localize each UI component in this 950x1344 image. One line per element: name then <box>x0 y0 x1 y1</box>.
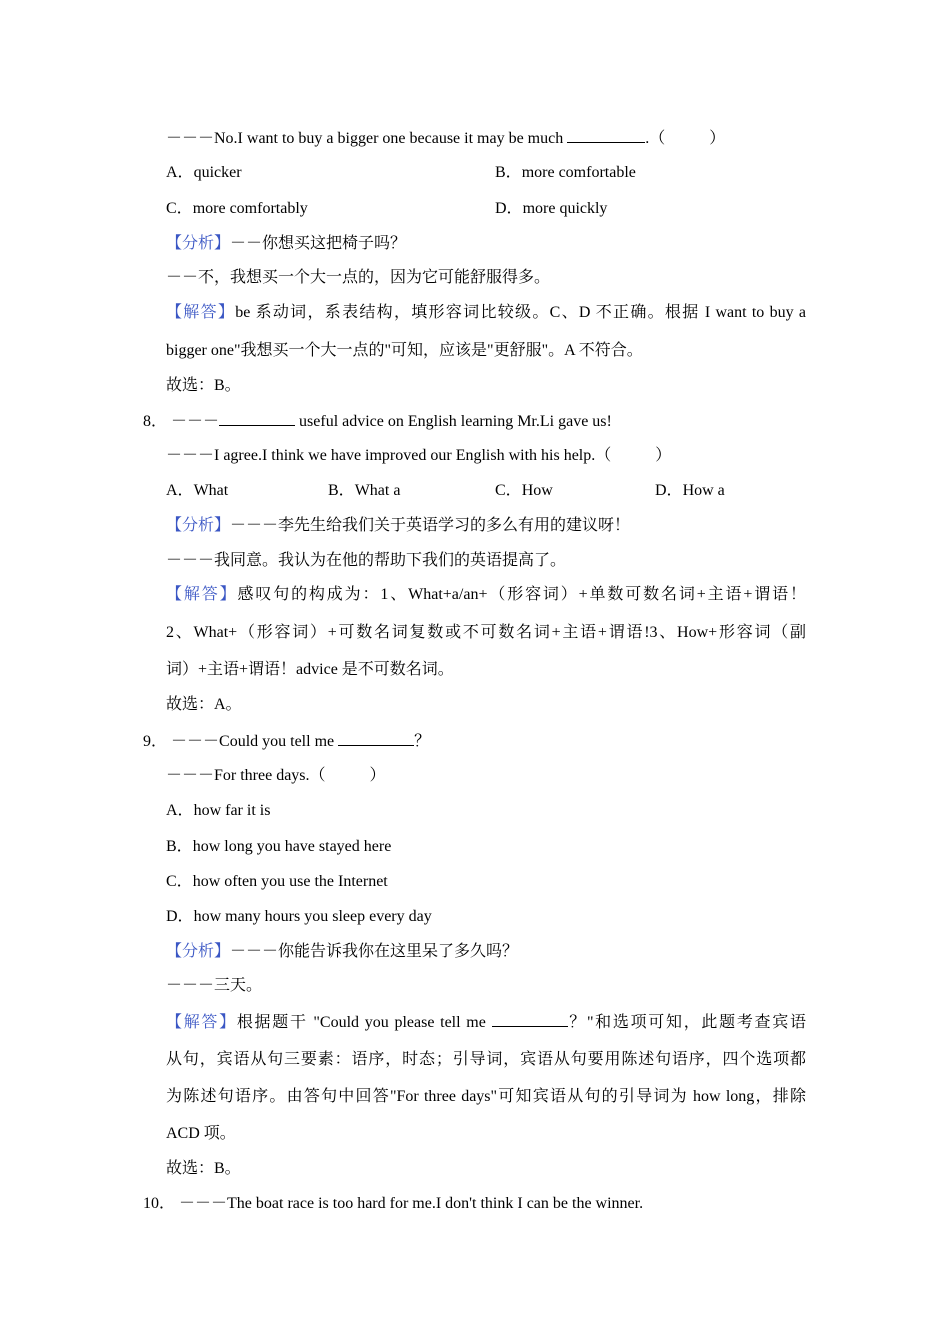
question-10-stem-a: 10． －－－The boat race is too hard for me.I don't think I can be the winner. <box>143 1195 644 1212</box>
analysis-line-2: －－－我同意。我认为在他的帮助下我们的英语提高了。 <box>166 552 567 569</box>
analysis-line-1: 【分析】－－－你能告诉我你在这里呆了多久吗？ <box>166 943 519 960</box>
analysis-tag: 【分析】 <box>166 235 231 252</box>
answer-blank <box>492 1012 568 1027</box>
answer-line-3: 为陈述句语序。由答句中回答"For three days"可知宾语从句的引导词为 how long，排除 <box>166 1088 806 1105</box>
analysis-line-2: －－不，我想买一个大一点的，因为它可能舒服得多。 <box>166 269 551 286</box>
answer-blank <box>219 411 295 426</box>
answer-line-2: 2、What+（形容词）+可数名词复数或不可数名词+主语+谓语!3、How+形容词（副 <box>166 624 806 641</box>
option-c: C．How <box>495 482 553 499</box>
option-c: C．how often you use the Internet <box>166 873 388 890</box>
answer-line-1: 【解答】be 系动词，系表结构，填形容词比较级。C、D 不正确。根据 I want to buy a <box>166 304 806 321</box>
option-a: A．quicker <box>166 164 242 181</box>
analysis-tag: 【分析】 <box>166 943 231 960</box>
choice-line: 故选：B。 <box>166 377 241 394</box>
answer-line-2: 从句，宾语从句三要素：语序，时态；引导词，宾语从句要用陈述句语序，四个选项都 <box>166 1051 806 1068</box>
choice-line: 故选：B。 <box>166 1160 241 1177</box>
answer-tag: 【解答】 <box>166 304 236 321</box>
answer-line-4: ACD 项。 <box>166 1125 236 1142</box>
answer-line-1: 【解答】根据题干 "Could you please tell me ？"和选项可知，此题考查宾语 <box>166 1014 806 1031</box>
question-7-stem-b: －－－No.I want to buy a bigger one because it may be much .（ ） <box>166 130 726 147</box>
answer-blank <box>338 731 414 746</box>
question-8-stem-b: －－－I agree.I think we have improved our English with his help.（ ） <box>166 447 672 464</box>
option-c: C．more comfortably <box>166 200 308 217</box>
option-b: B．how long you have stayed here <box>166 838 392 855</box>
option-a: A．how far it is <box>166 802 271 819</box>
analysis-line-1: 【分析】－－你想买这把椅子吗？ <box>166 235 407 252</box>
question-9-stem-b: －－－For three days.（ ） <box>166 767 386 784</box>
analysis-tag: 【分析】 <box>166 517 231 534</box>
analysis-line-2: －－－三天。 <box>166 977 263 994</box>
answer-line-1: 【解答】感叹句的构成为：1、What+a/an+（形容词）+单数可数名词+主语+谓语！ <box>166 586 806 603</box>
option-a: A．What <box>166 482 229 499</box>
option-b: B．more comfortable <box>495 164 636 181</box>
option-d: D．more quickly <box>495 200 608 217</box>
answer-line-2: bigger one"我想买一个大一点的"可知，应该是"更舒服"。A 不符合。 <box>166 342 643 359</box>
option-d: D．How a <box>655 482 725 499</box>
choice-line: 故选：A。 <box>166 696 242 713</box>
option-d: D．how many hours you sleep every day <box>166 908 432 925</box>
question-8-stem-a: 8． －－－ useful advice on English learning Mr.Li gave us! <box>143 413 612 430</box>
answer-blank <box>567 128 645 143</box>
answer-tag: 【解答】 <box>166 1014 237 1031</box>
answer-line-3: 词）+主语+谓语！advice 是不可数名词。 <box>166 661 454 678</box>
analysis-line-1: 【分析】－－－李先生给我们关于英语学习的多么有用的建议呀！ <box>166 517 631 534</box>
question-9-stem-a: 9． －－－Could you tell me ？ <box>143 733 431 750</box>
option-b: B．What a <box>328 482 401 499</box>
answer-tag: 【解答】 <box>166 586 238 603</box>
